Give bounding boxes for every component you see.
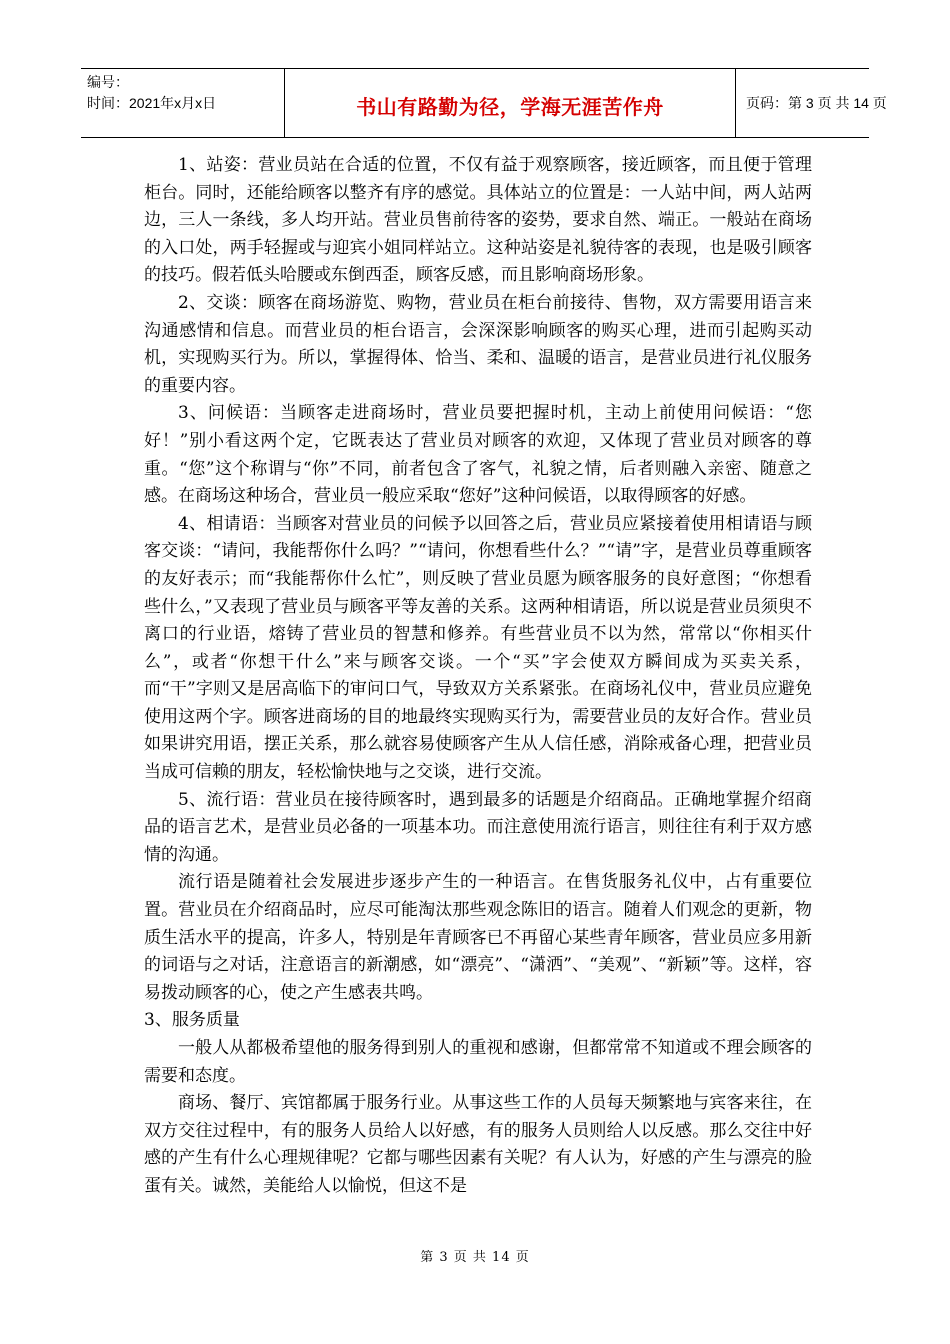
document-body [144, 152, 812, 1201]
paragraph: 4、相请语：当顾客对营业员的问候予以回答之后，营业员应紧接着使用相请语与顾客交谈：“请问，我能帮你什么吗？”“请问，你想看些什么？”“请”字，是营业员尊重顾客的友好表示；而“我能帮你什么忙”，则反映了营业员愿为顾客服务的良好意图；“你想看些什么，”又表现了营业员与顾客平等友善的关系。这两种相请语，所以说是营业员须臾不离口的行业语，熔铸了营业员的智慧和修养。有些营业员不以为然，常常以“你相买什么”，或者“你想干什么”来与顾客交谈。一个“买”字会使双方瞬间成为买卖关系，而“干”字则又是居高临下的审问口气，导致双方关系紧张。在商场礼仪中，营业员应避免使用这两个字。顾客进商场的目的地最终实现购买行为，需要营业员的友好合作。营业员如果讲究用语，摆正关系，那么就容易使顾客产生从人信任感，消除戒备心理，把营业员当成可信赖的朋友，轻松愉快地与之交谈，进行交流。 [144, 513, 812, 783]
page-number-info: 页码：第 3 页 共 14 页 [746, 95, 887, 111]
header-motto-cell [285, 69, 736, 137]
motto-text: 书山有路勤为径，学海无涯苦作舟 [356, 95, 664, 119]
paragraph: 1、站姿：营业员站在合适的位置，不仅有益于观察顾客，接近顾客，而且便于管理柜台。同时，还能给顾客以整齐有序的感觉。具体站立的位置是：一人站中间，两人站两边，三人一条线，多人均开站。营业员售前待客的姿势，要求自然、端正。一般站在商场的入口处，两手轻握或与迎宾小姐同样站立。这种站姿是礼貌待客的表现，也是吸引顾客的技巧。假若低头哈腰或东倒西歪，顾客反感，而且影响商场形象。 [144, 155, 812, 286]
section-heading: 3、服务质量 [144, 1010, 240, 1031]
header-table [81, 68, 887, 138]
paragraph: 5、流行语：营业员在接待顾客时，遇到最多的话题是介绍商品。正确地掌握介绍商品的语言艺术，是营业员必备的一项基本功。而注意使用流行语言，则往往有利于双方感情的沟通。 [144, 789, 812, 865]
header-page-cell [736, 69, 887, 137]
paragraph: 流行语是随着社会发展进步逐步产生的一种语言。在售货服务礼仪中，占有重要位置。营业员在介绍商品时，应尽可能淘汰那些观念陈旧的语言。随着人们观念的更新，物质生活水平的提高，许多人，特别是年青顾客已不再留心某些青年顾客，营业员应多用新的词语与之对话，注意语言的新潮感，如“漂亮”、“潇洒”、“美观”、“新颖”等。这样，容易拨动顾客的心，使之产生感表共鸣。 [144, 872, 812, 1003]
paragraph: 3、问候语：当顾客走进商场时，营业员要把握时机，主动上前使用问候语：“您好！”别小看这两个定，它既表达了营业员对顾客的欢迎，又体现了营业员对顾客的尊重。“您”这个称谓与“你”不同，前者包含了客气，礼貌之情，后者则融入亲密、随意之感。在商场这种场合，营业员一般应采取“您好”这种问候语，以取得顾客的好感。 [144, 403, 812, 507]
serial-number-label: 编号： [87, 74, 129, 90]
time-label: 时间：2021年x月x日 [87, 95, 217, 111]
paragraph: 商场、餐厅、宾馆都属于服务行业。从事这些工作的人员每天频繁地与宾客来往，在双方交往过程中，有的服务人员给人以好感，有的服务人员则给人以反感。那么交往中好感的产生有什么心理规律呢？它都与哪些因素有关呢？有人认为，好感的产生与漂亮的脸蛋有关。诚然，美能给人以愉悦，但这不是 [144, 1093, 812, 1196]
page-footer: 第 3 页 共 14 页 [420, 1250, 530, 1265]
paragraph: 一般人从都极希望他的服务得到别人的重视和感谢，但都常常不知道或不理会顾客的需要和态度。 [144, 1038, 812, 1086]
header-meta-cell [81, 69, 285, 137]
paragraph: 2、交谈：顾客在商场游览、购物，营业员在柜台前接待、售物，双方需要用语言来沟通感情和信息。而营业员的柜台语言，会深深影响顾客的购买心理，进而引起购买动机，实现购买行为。所以，掌握得体、恰当、柔和、温暖的语言，是营业员进行礼仪服务的重要内容。 [144, 292, 812, 396]
